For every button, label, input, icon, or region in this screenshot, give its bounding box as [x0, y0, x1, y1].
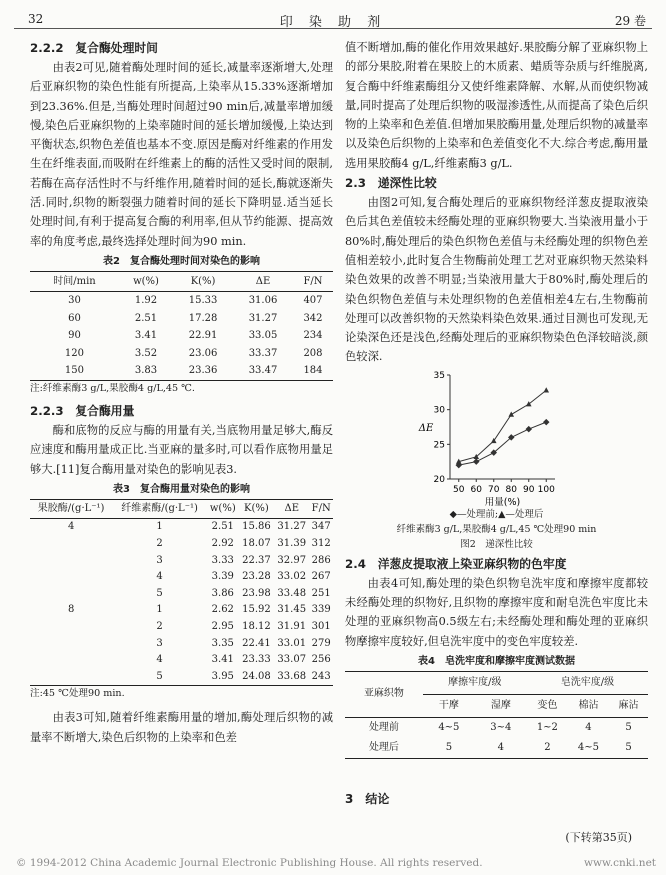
table3-header-cell: ΔE — [274, 499, 309, 519]
table3-cell: 31.39 — [277, 538, 307, 550]
table3-cell: 31.91 — [277, 621, 307, 633]
x-tick-label: 50 — [453, 484, 465, 495]
data-point-after — [526, 401, 532, 406]
table3-cell: 18.12 — [242, 621, 271, 633]
table3-cell — [30, 553, 112, 570]
table2-cell: 2.51 — [134, 312, 158, 324]
table3-cell: 267 — [311, 571, 331, 583]
table2-row — [30, 292, 333, 310]
table2-row — [30, 327, 333, 345]
table2-cell: 90 — [68, 330, 81, 342]
table4-subheader: 麻沾 — [609, 694, 648, 717]
table4-group-washing: 皂洗牢度/级 — [527, 671, 648, 694]
table3-cell: 256 — [311, 654, 331, 666]
table2-header-cell: K(%) — [173, 271, 233, 292]
data-point-before — [473, 458, 480, 465]
table3-row — [30, 619, 333, 636]
data-point-before — [525, 426, 532, 433]
table4-col-fabric: 亚麻织物 — [345, 671, 423, 717]
table3-cell: 33.01 — [277, 637, 307, 649]
table3-cell: 5 — [156, 587, 163, 599]
table2-cell: 234 — [303, 330, 323, 342]
table2-row — [30, 345, 333, 363]
table3-cell: 243 — [311, 670, 331, 682]
table2-header-cell: F/N — [293, 271, 333, 292]
paragraph-2-2-2: 由表2可见,随着酶处理时间的延长,减量率逐渐增大,处理后亚麻织物的染色性能有所提高,上染率从15.33%逐渐增加到23.36%.但是,当酶处理时间超过90 min后,减量率增加缓慢,染色后亚麻织物的上染率随时间的延长增加缓慢,上染达到平衡状态,织物色差值也基本不变.原因是酶对纤维素的作用发生在纤维表面,而吸附在纤维素上的酶的活性又受时间的限制,若酶在高存活性时不与纤维作用,随着时间的延长,酶就逐渐失活.同时,织物的断裂强力随着时间的延长下降明显.适当延长处理时间,有利于提高复合酶的利用率,但从节约能源、提高效率的角度考虑,最终选择处理时间为90 min. — [30, 61, 333, 248]
table3-row — [30, 652, 333, 669]
paragraph-2-4: 由表4可知,酶处理的染色织物皂洗牢度和摩擦牢度都较未经酶处理的织物好,且织物的摩擦牢度和耐皂洗色牢度比未处理的亚麻织物高0.5级左右;未经酶处理和酶处理的亚麻织物摩擦牢度较好,但皂洗牢度中的变色牢度较差. — [345, 576, 648, 648]
table3-row — [30, 636, 333, 653]
table3-row — [30, 536, 333, 553]
table2-header-cell: w(%) — [119, 271, 173, 292]
table4-subheader: 湿摩 — [475, 694, 527, 717]
table2-cell: 31.06 — [248, 295, 278, 307]
right-column — [345, 38, 648, 759]
table3-header-cell: K(%) — [239, 499, 274, 519]
table2-cell: 208 — [303, 347, 323, 359]
table4-cell: 4~5 — [577, 741, 600, 753]
table2-cell: 60 — [68, 312, 81, 324]
table3-header-cell: w(%) — [207, 499, 239, 519]
table3-caption: 表3 复合酶用量对染色的影响 — [113, 483, 250, 495]
table3-cell: 2.51 — [211, 521, 234, 533]
paragraph-2-3: 由图2可知,复合酶处理后的亚麻织物经洋葱皮提取液染色后其色差值较未经酶处理的亚麻织物要大.当染液用量小于80%时,酶处理后的染色织物色差值与未经酶处理的织物色差值相差较小,此时复合生物酶前处理工艺对亚麻织物天然染料染色效果的改善不明显;当染液用量大于80%时,酶处理后的染色织物色差值与未处理织物的色差值相差4左右,生物酶前处理可以改善织物的天然染料染色效果.通过目测也可发现,无论染深色还是浅色,经酶处理后的亚麻织物染色色泽较暗淡,颜色较深. — [345, 196, 648, 364]
table3-cell: 4 — [156, 654, 163, 666]
figure2-chart — [345, 367, 648, 507]
table3-row — [30, 602, 333, 619]
section-title-2-2-2: 2.2.2 复合酶处理时间 — [30, 41, 158, 55]
table3-cell: 339 — [311, 604, 331, 616]
table3-cell: 33.68 — [277, 670, 307, 682]
table2-cell: 184 — [303, 365, 323, 377]
table3-row — [30, 569, 333, 586]
table2-cell: 22.91 — [188, 330, 218, 342]
table3-cell: 3.86 — [211, 587, 234, 599]
paragraph-2-2-3: 酶和底物的反应与酶的用量有关,当底物用量足够大,酶反应速度和酶用量成正比.当亚麻的量多时,可以看作底物用量足够大.[11]复合酶用量对染色的影响见表3. — [30, 423, 333, 476]
table3-cell — [30, 536, 112, 553]
table3-cell: 31.45 — [277, 604, 307, 616]
table3-cell — [30, 652, 112, 669]
table3-cell: 4 — [156, 571, 163, 583]
x-tick-label: 80 — [505, 484, 517, 495]
page-number: 32 — [28, 12, 44, 26]
table4-cell: 4 — [585, 721, 592, 733]
site-text: www.cnki.net — [584, 857, 656, 869]
table3 — [30, 499, 333, 687]
table3-cell: 3 — [156, 637, 163, 649]
copyright-text: © 1994-2012 China Academic Journal Electronic Publishing House. All rights reserved. — [16, 857, 483, 869]
data-point-after — [508, 411, 514, 416]
table2-cell: 342 — [303, 312, 323, 324]
section-title-3: 3 结论 — [345, 792, 390, 806]
table3-cell: 251 — [311, 587, 331, 599]
table2-cell: 407 — [303, 295, 323, 307]
paragraph-continued: 值不断增加,酶的催化作用效果越好.果胶酶分解了亚麻织物上的部分果胶,附着在果胶上的木质素、蜡质等杂质与纤维脱离,复合酶中纤维素酶组分又使纤维素降解、水解,从而使织物减量,同时提高了处理后织物的吸湿渗透性,从而提高了染色后织物的上染率和色差值.但增加果胶酶用量,处理后织物的减量率以及染色后织物的上染率和色差值变化不大.综合考虑,酶用量选用果胶酶4 g/L,纤维素酶3 g/L. — [345, 41, 648, 170]
figure2-condition: 纤维素酶3 g/L,果胶酶4 g/L,45 ℃处理90 min — [396, 523, 597, 535]
figure2-caption: 图2 递深性比较 — [460, 538, 533, 550]
table3-cell: 2 — [156, 621, 163, 633]
figure2-legend: ◆—处理前;▲—处理后 — [449, 508, 544, 520]
table3-cell: 23.98 — [242, 587, 271, 599]
table2-cell: 3.41 — [134, 330, 158, 342]
series-line-after — [459, 390, 547, 461]
table4-row — [345, 738, 648, 759]
table4-cell: 5 — [625, 741, 632, 753]
table2-cell: 23.36 — [188, 365, 218, 377]
table3-cell — [30, 636, 112, 653]
x-tick-label: 100 — [537, 484, 555, 495]
table3-header-cell: 果胶酶/(g·L⁻¹) — [30, 499, 112, 519]
table2-cell: 31.27 — [248, 312, 278, 324]
table2-cell: 3.52 — [134, 347, 158, 359]
journal-name: 印 染 助 剂 — [279, 15, 387, 30]
copyright-footer — [16, 857, 656, 869]
data-point-before — [543, 419, 550, 426]
table4-cell: 3~4 — [490, 721, 512, 733]
table4-cell: 处理前 — [368, 721, 399, 733]
table3-cell: 24.08 — [242, 670, 271, 682]
y-tick-label: 35 — [433, 370, 445, 381]
table3-cell: 286 — [311, 554, 331, 566]
section-title-2-2-3: 2.2.3 复合酶用量 — [30, 403, 135, 418]
y-tick-label: 25 — [433, 440, 445, 451]
table3-cell — [30, 569, 112, 586]
table3-cell: 3.35 — [211, 637, 234, 649]
table2-cell: 30 — [68, 295, 81, 307]
table3-cell: 23.28 — [242, 571, 271, 583]
table2-cell: 33.37 — [248, 347, 278, 359]
table2-header-cell: ΔE — [233, 271, 293, 292]
table4-subheader: 变色 — [527, 694, 568, 717]
table3-cell: 5 — [156, 670, 163, 682]
table2-cell: 1.92 — [134, 295, 158, 307]
table4 — [345, 671, 648, 759]
table3-cell: 312 — [311, 538, 331, 550]
table3-cell: 15.86 — [242, 521, 271, 533]
table3-cell: 2.95 — [211, 621, 234, 633]
table3-cell: 2.62 — [211, 604, 234, 616]
table3-row — [30, 669, 333, 686]
data-point-after — [543, 387, 549, 392]
table4-subheader: 干摩 — [423, 694, 475, 717]
table2-header-cell: 时间/min — [30, 271, 119, 292]
table3-cell — [30, 619, 112, 636]
table4-cell: 2 — [544, 741, 551, 753]
x-tick-label: 90 — [523, 484, 535, 495]
table4-cell: 5 — [625, 721, 632, 733]
paragraph-table3-discussion: 由表3可知,随着纤维素酶用量的增加,酶处理后织物的减量率不断增大,染色后织物的上染率和色差 — [30, 711, 333, 744]
table4-caption: 表4 皂洗牢度和摩擦牢度测试数据 — [418, 655, 575, 667]
x-tick-label: 60 — [470, 484, 482, 495]
table3-cell: 33.48 — [277, 587, 307, 599]
table4-row — [345, 717, 648, 738]
table2-cell: 15.33 — [188, 295, 218, 307]
figure2-svg — [345, 367, 648, 507]
table3-cell: 279 — [311, 637, 331, 649]
table2 — [30, 271, 333, 381]
table2-caption: 表2 复合酶处理时间对染色的影响 — [103, 255, 260, 267]
table4-cell: 4~5 — [438, 721, 460, 733]
table3-cell: 22.41 — [242, 637, 271, 649]
table4-cell: 5 — [445, 741, 453, 753]
volume: 29 卷 — [614, 14, 646, 28]
table2-cell: 17.28 — [188, 312, 218, 324]
table4-subheader: 棉沾 — [568, 694, 609, 717]
table3-row — [30, 519, 333, 536]
running-header — [14, 10, 652, 29]
table3-cell: 3.95 — [211, 670, 234, 682]
table3-cell: 3.33 — [211, 554, 234, 566]
y-axis-label: ΔE — [418, 422, 434, 434]
table3-cell: 32.97 — [277, 554, 307, 566]
table2-cell: 3.83 — [134, 365, 158, 377]
table4-cell: 处理后 — [368, 741, 399, 753]
table3-cell: 301 — [311, 621, 331, 633]
table3-cell: 31.27 — [277, 521, 307, 533]
table3-row — [30, 553, 333, 570]
table3-cell: 22.37 — [242, 554, 271, 566]
table3-cell — [30, 669, 112, 686]
table3-cell: 2.92 — [211, 538, 234, 550]
table3-row — [30, 586, 333, 603]
table3-cell: 3.41 — [211, 654, 234, 666]
table3-cell: 15.92 — [242, 604, 271, 616]
table3-cell: 347 — [311, 521, 331, 533]
section-title-2-4: 2.4 洋葱皮提取液上染亚麻织物的色牢度 — [345, 556, 567, 571]
table2-row — [30, 362, 333, 380]
table3-cell: 8 — [67, 604, 75, 616]
table3-cell: 23.33 — [242, 654, 271, 666]
left-column — [30, 38, 333, 747]
table3-cell: 33.02 — [277, 571, 307, 583]
table3-cell — [30, 586, 112, 603]
table2-cell: 150 — [64, 365, 85, 377]
y-tick-label: 20 — [433, 474, 445, 485]
table4-group-rubbing: 摩擦牢度/级 — [423, 671, 527, 694]
table3-cell: 18.07 — [242, 538, 271, 550]
table3-cell: 1 — [156, 521, 163, 533]
table2-note: 注:纤维素酶3 g/L,果胶酶4 g/L,45 ℃. — [30, 382, 195, 394]
table3-cell: 2 — [156, 538, 163, 550]
table2-cell: 33.47 — [248, 365, 278, 377]
table2-row — [30, 310, 333, 328]
table4-cell: 4 — [497, 741, 505, 753]
table2-cell: 33.05 — [248, 330, 278, 342]
x-tick-label: 70 — [488, 484, 500, 495]
table3-cell: 4 — [67, 521, 75, 533]
table3-note: 注:45 ℃处理90 min. — [30, 688, 125, 700]
table3-cell: 3 — [156, 554, 163, 566]
table2-cell: 120 — [64, 347, 85, 359]
section-title-2-3: 2.3 递深性比较 — [345, 176, 437, 191]
continued-note: (下转第35页) — [565, 831, 632, 844]
table3-cell: 33.07 — [277, 654, 307, 666]
y-tick-label: 30 — [433, 405, 445, 416]
table4-cell: 1~2 — [536, 721, 558, 733]
table3-header-cell: F/N — [309, 499, 333, 519]
x-axis-label: 用量(%) — [484, 496, 521, 507]
table3-header-cell: 纤维素酶/(g·L⁻¹) — [112, 499, 207, 519]
table2-cell: 23.06 — [188, 347, 218, 359]
table3-cell: 1 — [156, 604, 163, 616]
table3-cell: 3.39 — [211, 571, 234, 583]
